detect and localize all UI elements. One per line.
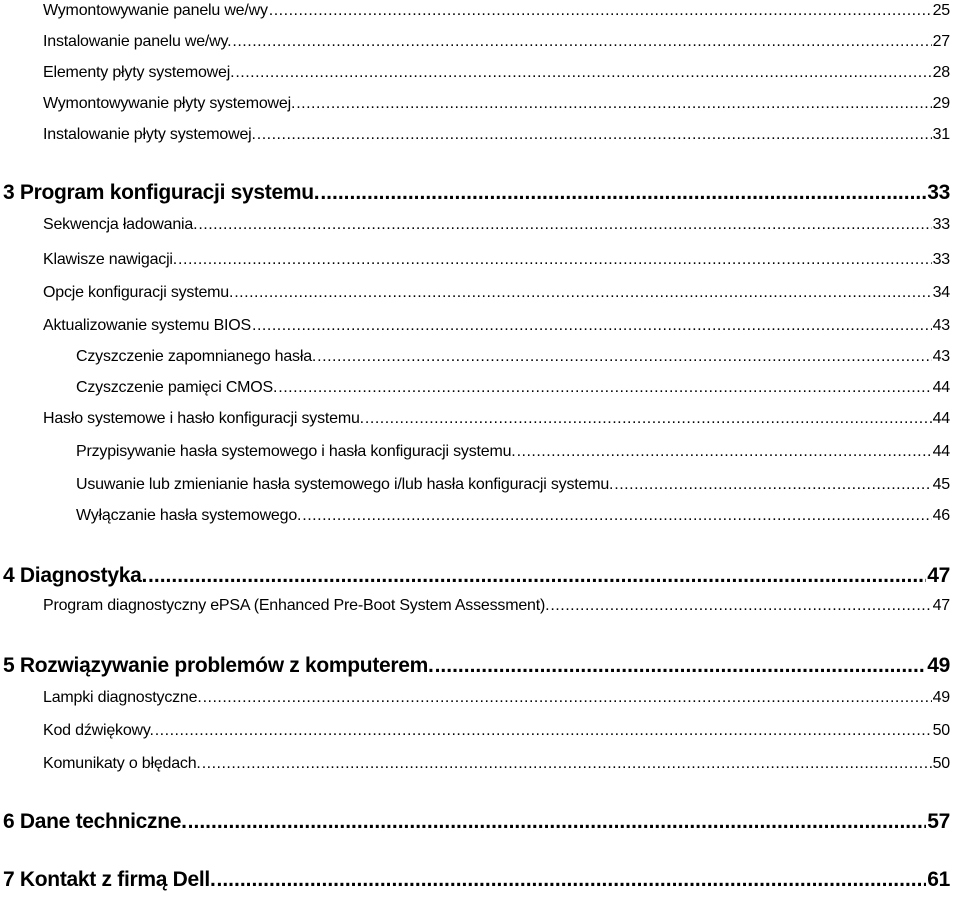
toc-entry-page: 28 bbox=[932, 64, 950, 81]
toc-entry-title: Wymontowywanie panelu we/wy bbox=[43, 2, 268, 19]
toc-entry-title: Usuwanie lub zmienianie hasła systemowego i/lub hasła konfiguracji systemu. bbox=[76, 476, 614, 493]
dot-leader bbox=[178, 251, 932, 269]
dot-leader bbox=[216, 868, 926, 892]
dot-leader bbox=[155, 722, 932, 740]
toc-entry[interactable] bbox=[43, 722, 950, 740]
toc-chapter-entry[interactable] bbox=[3, 564, 950, 588]
dot-leader bbox=[302, 507, 931, 525]
toc-entry-title: Sekwencja ładowania. bbox=[43, 216, 198, 233]
dot-leader bbox=[257, 126, 932, 144]
dot-leader bbox=[252, 317, 932, 335]
toc-entry-title: Czyszczenie zapomnianego hasła. bbox=[76, 348, 317, 365]
toc-entry-title: Wymontowywanie płyty systemowej. bbox=[43, 95, 296, 112]
toc-chapter-page: 33 bbox=[927, 181, 950, 204]
toc-entry[interactable] bbox=[43, 284, 950, 302]
dot-leader bbox=[614, 476, 931, 494]
toc-chapter-page: 47 bbox=[927, 564, 950, 587]
dot-leader bbox=[232, 33, 931, 51]
dot-leader bbox=[317, 348, 931, 366]
toc-entry[interactable] bbox=[76, 348, 950, 366]
toc-entry-title: Program diagnostyczny ePSA (Enhanced Pre-Boot System Assessment). bbox=[43, 597, 550, 614]
toc-entry-title: Opcje konfiguracji systemu. bbox=[43, 284, 234, 301]
toc-entry[interactable] bbox=[43, 216, 950, 234]
toc-entry-page: 45 bbox=[932, 476, 950, 493]
toc-entry-page: 44 bbox=[932, 443, 950, 460]
toc-chapter-title: 6 Dane techniczne. bbox=[3, 810, 187, 833]
toc-entry[interactable] bbox=[43, 251, 950, 269]
dot-leader bbox=[278, 379, 931, 397]
toc-entry-page: 33 bbox=[932, 251, 950, 268]
dot-leader bbox=[550, 597, 931, 615]
toc-entry-title: Instalowanie płyty systemowej. bbox=[43, 126, 256, 143]
toc-entry-title: Lampki diagnostyczne. bbox=[43, 689, 202, 706]
toc-entry-title: Instalowanie panelu we/wy. bbox=[43, 33, 232, 50]
toc-entry-title: Hasło systemowe i hasło konfiguracji systemu. bbox=[43, 410, 364, 427]
toc-entry[interactable] bbox=[43, 2, 950, 20]
toc-entry-title: Kod dźwiękowy. bbox=[43, 722, 154, 739]
dot-leader bbox=[188, 810, 927, 834]
toc-entry-page: 44 bbox=[932, 410, 950, 427]
dot-leader bbox=[269, 2, 932, 20]
toc-entry[interactable] bbox=[43, 33, 950, 51]
dot-leader bbox=[235, 64, 931, 82]
dot-leader bbox=[203, 689, 932, 707]
toc-entry-page: 43 bbox=[932, 348, 950, 365]
toc-entry[interactable] bbox=[43, 755, 950, 773]
toc-entry[interactable] bbox=[43, 410, 950, 428]
toc-entry[interactable] bbox=[43, 95, 950, 113]
dot-leader bbox=[202, 755, 932, 773]
toc-chapter-page: 61 bbox=[927, 868, 950, 891]
dot-leader bbox=[365, 410, 932, 428]
toc-entry-page: 29 bbox=[932, 95, 950, 112]
toc-entry[interactable] bbox=[76, 443, 950, 461]
toc-entry-title: Czyszczenie pamięci CMOS. bbox=[76, 379, 278, 396]
toc-entry-page: 31 bbox=[932, 126, 950, 143]
toc-entry-page: 50 bbox=[932, 755, 950, 772]
toc-entry-title: Wyłączanie hasła systemowego. bbox=[76, 507, 302, 524]
dot-leader bbox=[296, 95, 931, 113]
toc-entry[interactable] bbox=[76, 507, 950, 525]
toc-entry-page: 44 bbox=[932, 379, 950, 396]
toc-entry-title: Przypisywanie hasła systemowego i hasła konfiguracji systemu. bbox=[76, 443, 516, 460]
toc-chapter-title: 7 Kontakt z firmą Dell. bbox=[3, 868, 216, 891]
toc-entry-page: 49 bbox=[932, 689, 950, 706]
toc-entry[interactable] bbox=[76, 476, 950, 494]
dot-leader bbox=[435, 654, 927, 678]
toc-entry-page: 34 bbox=[932, 284, 950, 301]
toc-entry-page: 27 bbox=[932, 33, 950, 50]
toc-entry-title: Komunikaty o błędach. bbox=[43, 755, 201, 772]
toc-chapter-entry[interactable] bbox=[3, 654, 950, 678]
toc-entry-title: Aktualizowanie systemu BIOS bbox=[43, 317, 252, 334]
toc-entry[interactable] bbox=[43, 689, 950, 707]
toc-chapter-title: 5 Rozwiązywanie problemów z komputerem. bbox=[3, 654, 434, 677]
toc-entry[interactable] bbox=[76, 379, 950, 397]
dot-leader bbox=[148, 564, 926, 588]
toc-entry-page: 33 bbox=[932, 216, 950, 233]
dot-leader bbox=[320, 181, 926, 205]
toc-chapter-title: 3 Program konfiguracji systemu. bbox=[3, 181, 320, 204]
toc-entry[interactable] bbox=[43, 64, 950, 82]
toc-chapter-entry[interactable] bbox=[3, 181, 950, 205]
toc-entry[interactable] bbox=[43, 597, 950, 615]
toc-entry-page: 47 bbox=[932, 597, 950, 614]
toc-entry[interactable] bbox=[43, 317, 950, 335]
toc-chapter-page: 57 bbox=[927, 810, 950, 833]
toc-chapter-page: 49 bbox=[927, 654, 950, 677]
toc-chapter-entry[interactable] bbox=[3, 810, 950, 834]
toc-entry-title: Elementy płyty systemowej. bbox=[43, 64, 235, 81]
toc-entry-page: 25 bbox=[932, 2, 950, 19]
dot-leader bbox=[198, 216, 931, 234]
toc-chapter-title: 4 Diagnostyka. bbox=[3, 564, 148, 587]
toc-entry-title: Klawisze nawigacji. bbox=[43, 251, 178, 268]
toc-entry-page: 50 bbox=[932, 722, 950, 739]
dot-leader bbox=[517, 443, 932, 461]
toc-entry[interactable] bbox=[43, 126, 950, 144]
toc-entry-page: 46 bbox=[932, 507, 950, 524]
toc-chapter-entry[interactable] bbox=[3, 868, 950, 892]
toc-entry-page: 43 bbox=[932, 317, 950, 334]
dot-leader bbox=[234, 284, 931, 302]
